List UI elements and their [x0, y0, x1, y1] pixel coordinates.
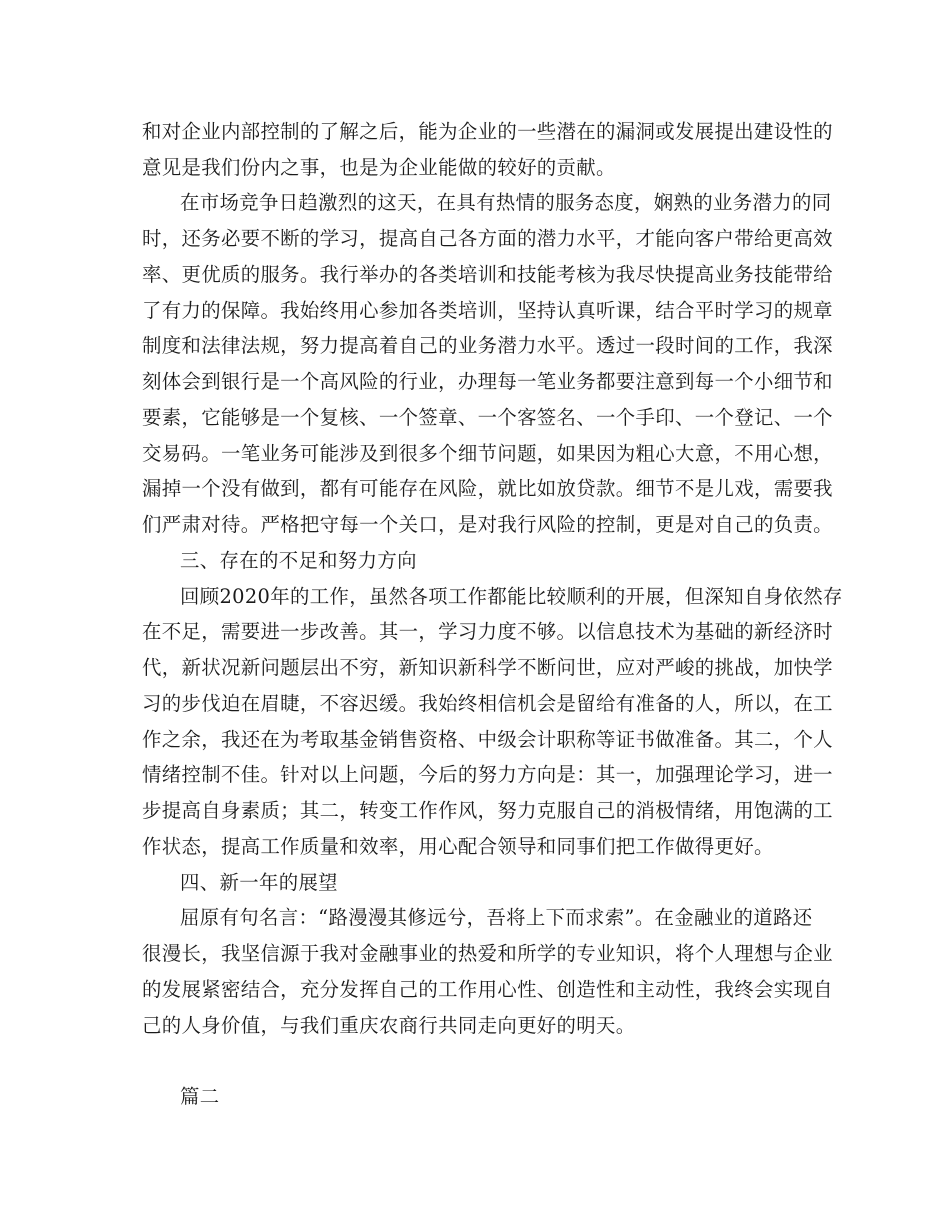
section-heading: 篇二: [180, 1085, 220, 1108]
paragraph-line: 回顾2020年的工作，虽然各项工作都能比较顺利的开展，但深知自身依然存: [180, 585, 843, 608]
paragraph-line: 步提高自身素质；其二，转变工作作风，努力克服自己的消极情绪，用饱满的工: [142, 799, 833, 822]
section-heading: 四、新一年的展望: [180, 871, 338, 894]
paragraph-line: 的发展紧密结合，充分发挥自己的工作用心性、创造性和主动性，我终会实现自: [142, 978, 833, 1001]
paragraph-line: 了有力的保障。我始终用心参加各类培训，坚持认真听课，结合平时学习的规章: [142, 299, 833, 322]
paragraph-line: 和对企业内部控制的了解之后，能为企业的一些潜在的漏洞或发展提出建设性的: [142, 120, 833, 143]
paragraph-line: 作状态，提高工作质量和效率，用心配合领导和同事们把工作做得更好。: [142, 835, 774, 858]
paragraph-line: 在市场竞争日趋激烈的这天，在具有热情的服务态度，娴熟的业务潜力的同: [180, 191, 832, 214]
paragraph-line: 时，还务必要不断的学习，提高自己各方面的潜力水平，才能向客户带给更高效: [142, 227, 833, 250]
paragraph-line: 意见是我们份内之事，也是为企业能做的较好的贡献。: [142, 156, 616, 179]
section-heading: 三、存在的不足和努力方向: [180, 549, 417, 572]
paragraph-line: 很漫长，我坚信源于我对金融事业的热爱和所学的专业知识，将个人理想与企业: [142, 942, 833, 965]
paragraph-line: 己的人身价值，与我们重庆农商行共同走向更好的明天。: [142, 1014, 636, 1037]
paragraph-line: 刻体会到银行是一个高风险的行业，办理每一笔业务都要注意到每一个小细节和: [142, 370, 833, 393]
paragraph-line: 屈原有句名言：“路漫漫其修远兮，吾将上下而求索”。在金融业的道路还: [180, 906, 813, 929]
paragraph-line: 作之余，我还在为考取基金销售资格、中级会计职称等证书做准备。其二，个人: [142, 728, 833, 751]
paragraph-line: 要素，它能够是一个复核、一个签章、一个客签名、一个手印、一个登记、一个: [142, 406, 833, 429]
paragraph-line: 漏掉一个没有做到，都有可能存在风险，就比如放贷款。细节不是儿戏，需要我: [142, 477, 833, 500]
paragraph-line: 习的步伐迫在眉睫，不容迟缓。我始终相信机会是留给有准备的人，所以，在工: [142, 692, 833, 715]
paragraph-line: 情绪控制不佳。针对以上问题，今后的努力方向是：其一，加强理论学习，进一: [142, 763, 833, 786]
paragraph-line: 代，新状况新问题层出不穷，新知识新科学不断问世，应对严峻的挑战，加快学: [142, 656, 833, 679]
paragraph-line: 制度和法律法规，努力提高着自己的业务潜力水平。透过一段时间的工作，我深: [142, 334, 833, 357]
paragraph-line: 交易码。一笔业务可能涉及到很多个细节问题，如果因为粗心大意，不用心想，: [142, 442, 833, 465]
paragraph-line: 在不足，需要进一步改善。其一，学习力度不够。以信息技术为基础的新经济时: [142, 620, 833, 643]
paragraph-line: 率、更优质的服务。我行举办的各类培训和技能考核为我尽快提高业务技能带给: [142, 263, 833, 286]
paragraph-line: 们严肃对待。严格把守每一个关口，是对我行风险的控制，更是对自己的负责。: [142, 513, 833, 536]
